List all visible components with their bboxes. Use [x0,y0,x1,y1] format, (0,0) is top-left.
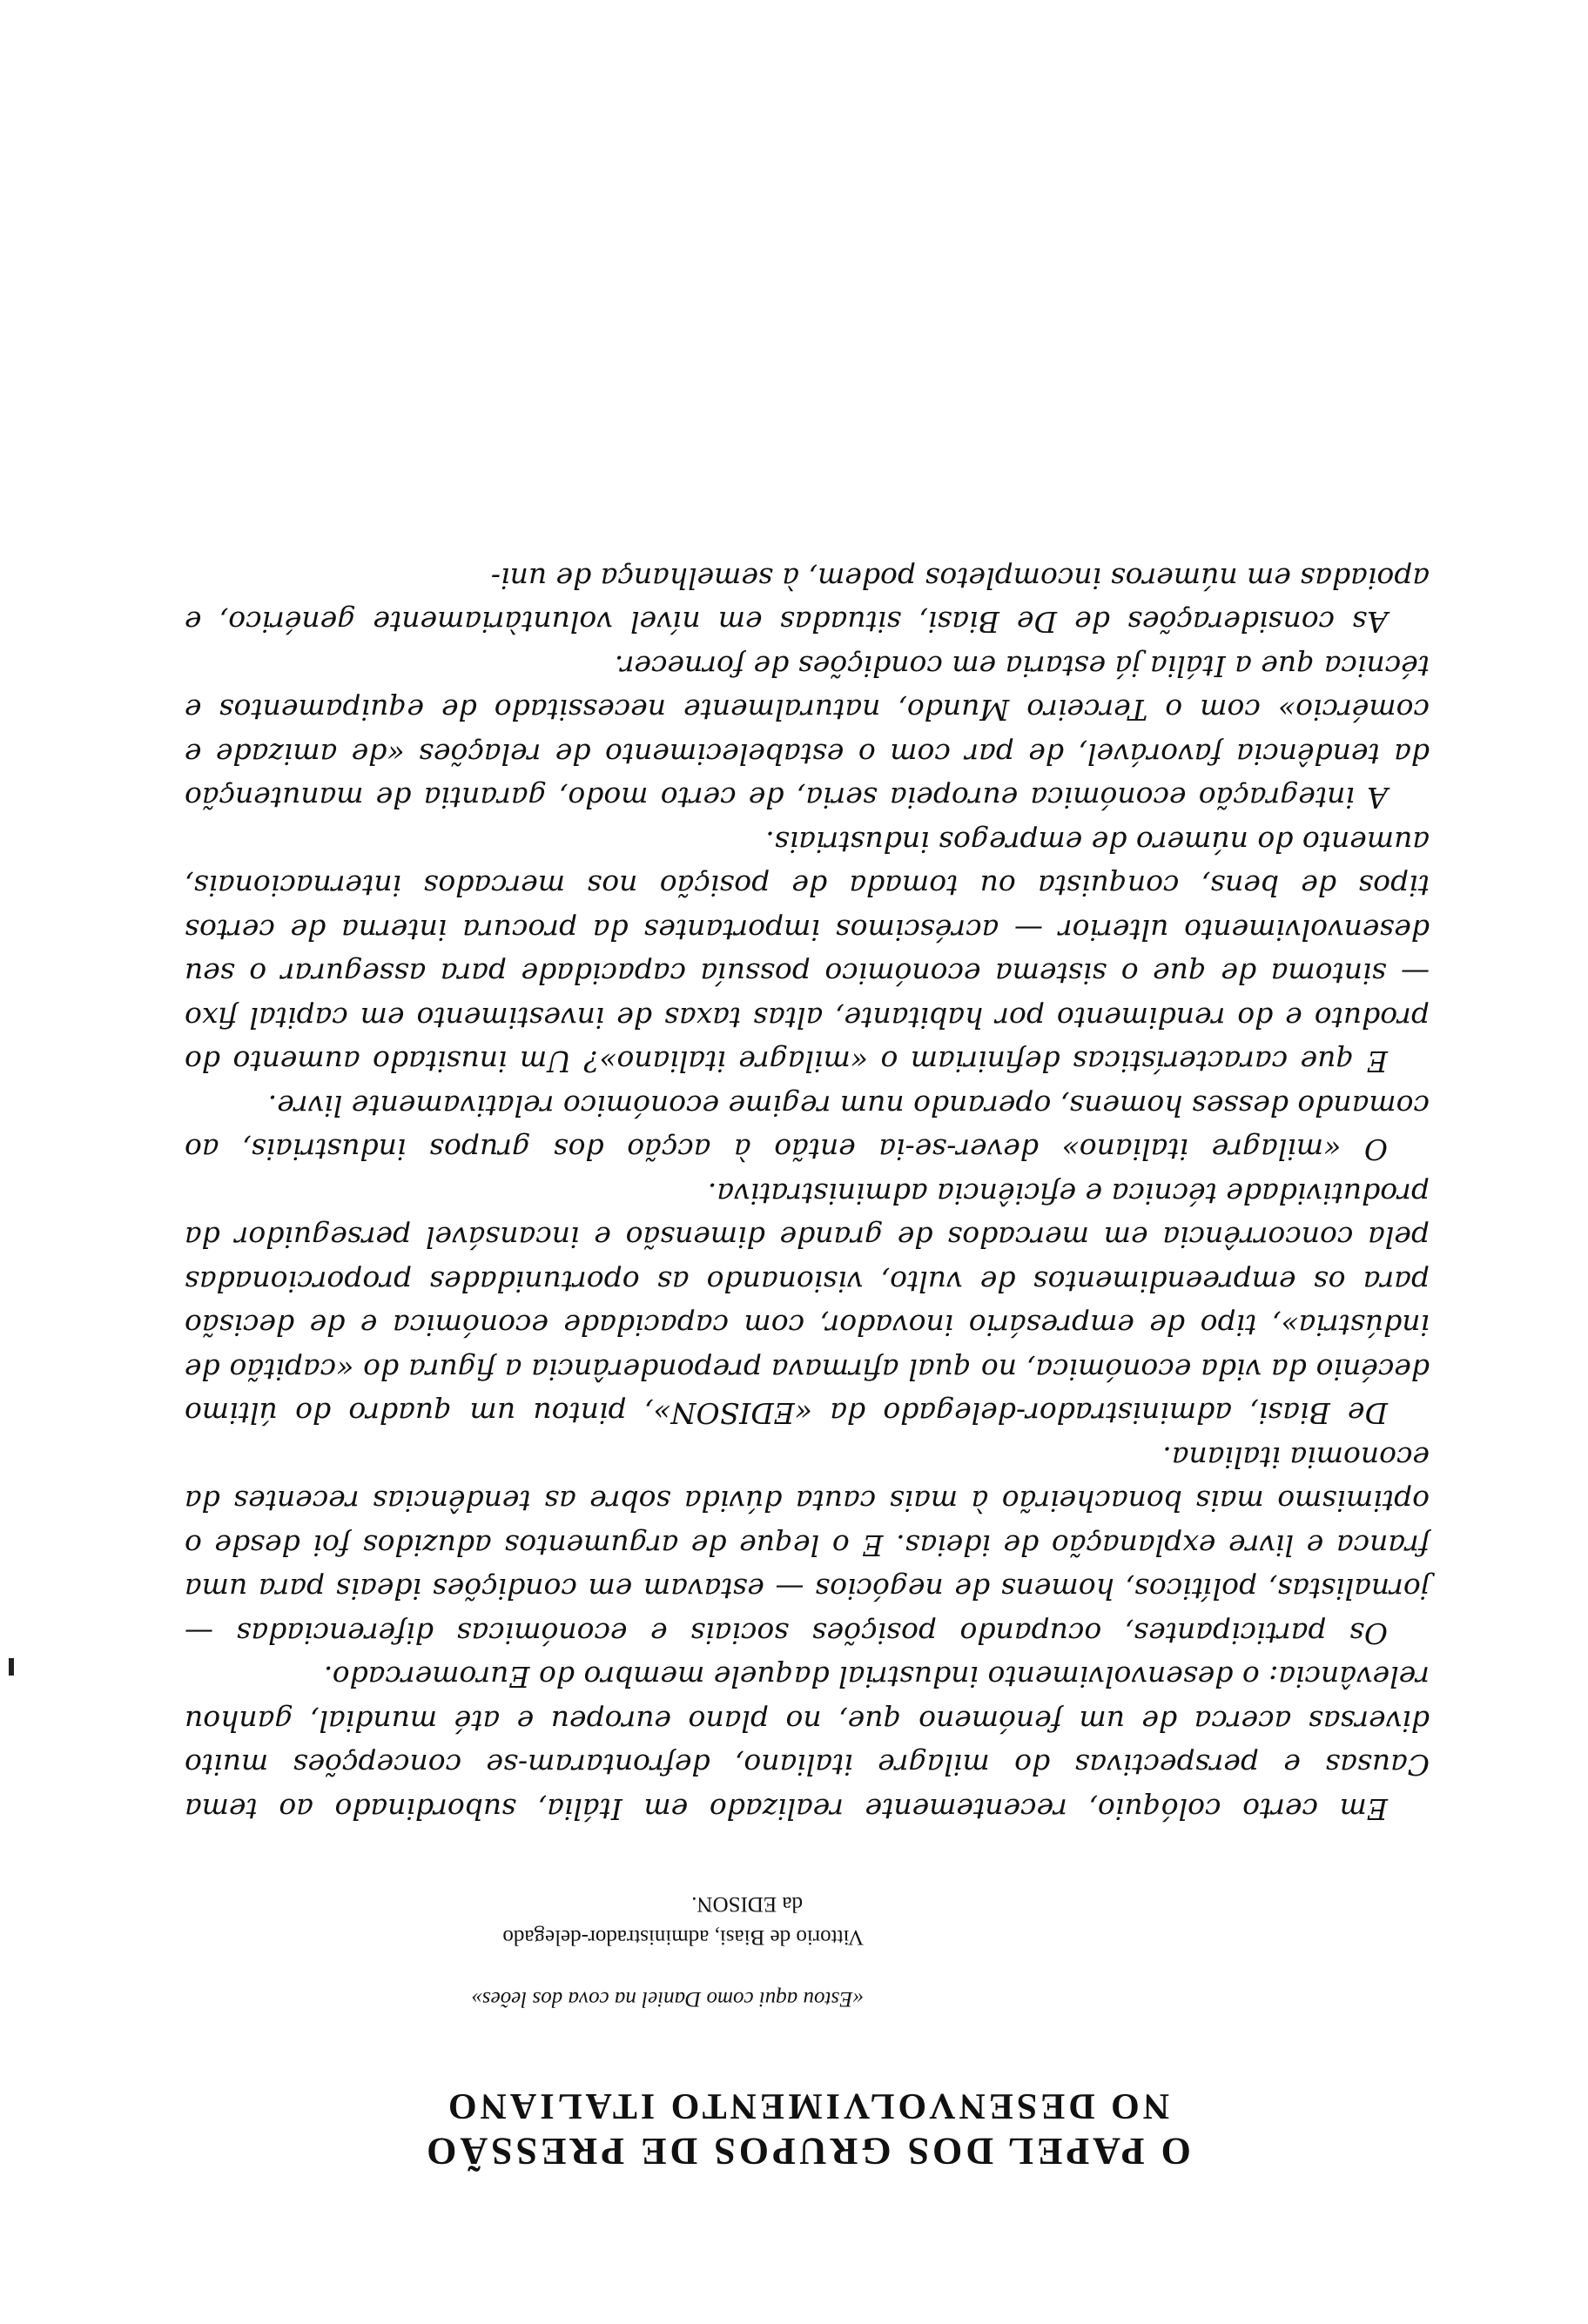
paragraph-2: Os participantes, ocupando posições sociais e económicas diferenciadas — jornalistas, políticos, homens de negócios — estavam em condições ideais para uma franca e livre explanação de ideias. E o leque de argumentos aduzidos foi desde o optimismo mais bonacheirão à mais cauta dúvida sobre as tendências recentes da economia italiana. [185,1440,1430,1650]
paragraph-1: Em certo colóquio, recentemente realizado em Itália, subordinado ao tema Causas e perspectivas do milagre italiano, defrontaram-se concepções muito diversas acerca de um fenómeno que, no plano europeu e até mundial, ganhou relevância: o desenvolvimento industrial daquele membro do Euromercado. [185,1660,1430,1826]
chapter-title: O PAPEL DOS GRUPOS DE PRESSÃO [423,2130,1191,2173]
paragraph-5: E que características definiriam o «milagre italiano»? Um inusitado aumento do produto e do rendimento por habitante, altas taxas de investimento em capital fixo — sintoma de que o sistema económico possuía capacidade para assegurar o seu desenvolvimento ulterior — acréscimos importantes da procura interna de certos tipos de bens, conquista ou tomada de posição nos mercados internacionais, aumento do número de empregos industriais. [185,824,1430,1079]
epigraph-attribution-line1: Vittorio de Biasi, administrador-delegado [502,1925,864,1950]
body-text [185,555,1430,1830]
chapter-subtitle: NO DESENVOLVIMENTO ITALIANO [444,2086,1170,2126]
scan-edge-mark [9,1658,14,1676]
epigraph-attribution-line2: da EDISON. [691,1891,803,1916]
paragraph-4: O «milagre italiano» dever-se-ia então à acção dos grupos industriais, ao comando desses homens, operando num regime económico relativamente livre. [185,1088,1430,1167]
epigraph [263,1886,864,2015]
epigraph-attribution [263,1886,864,1954]
paragraph-3: De Biasi, administrador-delegado da «EDISON», pintou um quadro do último decénio da vida económica, no qual afirmava preponderância a figura do «capitão de indústria», tipo de empresário inovador, com capacidade económica e de decisão para os empreendimentos de vulto, visionando as oportunidades proporcionadas pela concorrência em mercados de grande dimensão e incansável perseguidor da produtividade técnica e eficiência administrativa. [185,1176,1430,1431]
epigraph-quote: «Estou aqui como Daniel na cova dos leões» [471,1987,864,2012]
paragraph-7: As considerações de De Biasi, situadas em nível voluntàriamente genérico, e apoiadas em números incompletos podem, à semelhança de uni- [185,561,1430,640]
page-content [185,555,1430,2174]
paragraph-6: A integração económica europeia seria, de certo modo, garantia de manutenção da tendência favorável, de par com o estabelecimento de relações «de amizade e comércio» com o Terceiro Mundo, naturalmente necessitado de equipamentos e técnica que a Itália já estaria em condições de fornecer. [185,648,1430,816]
